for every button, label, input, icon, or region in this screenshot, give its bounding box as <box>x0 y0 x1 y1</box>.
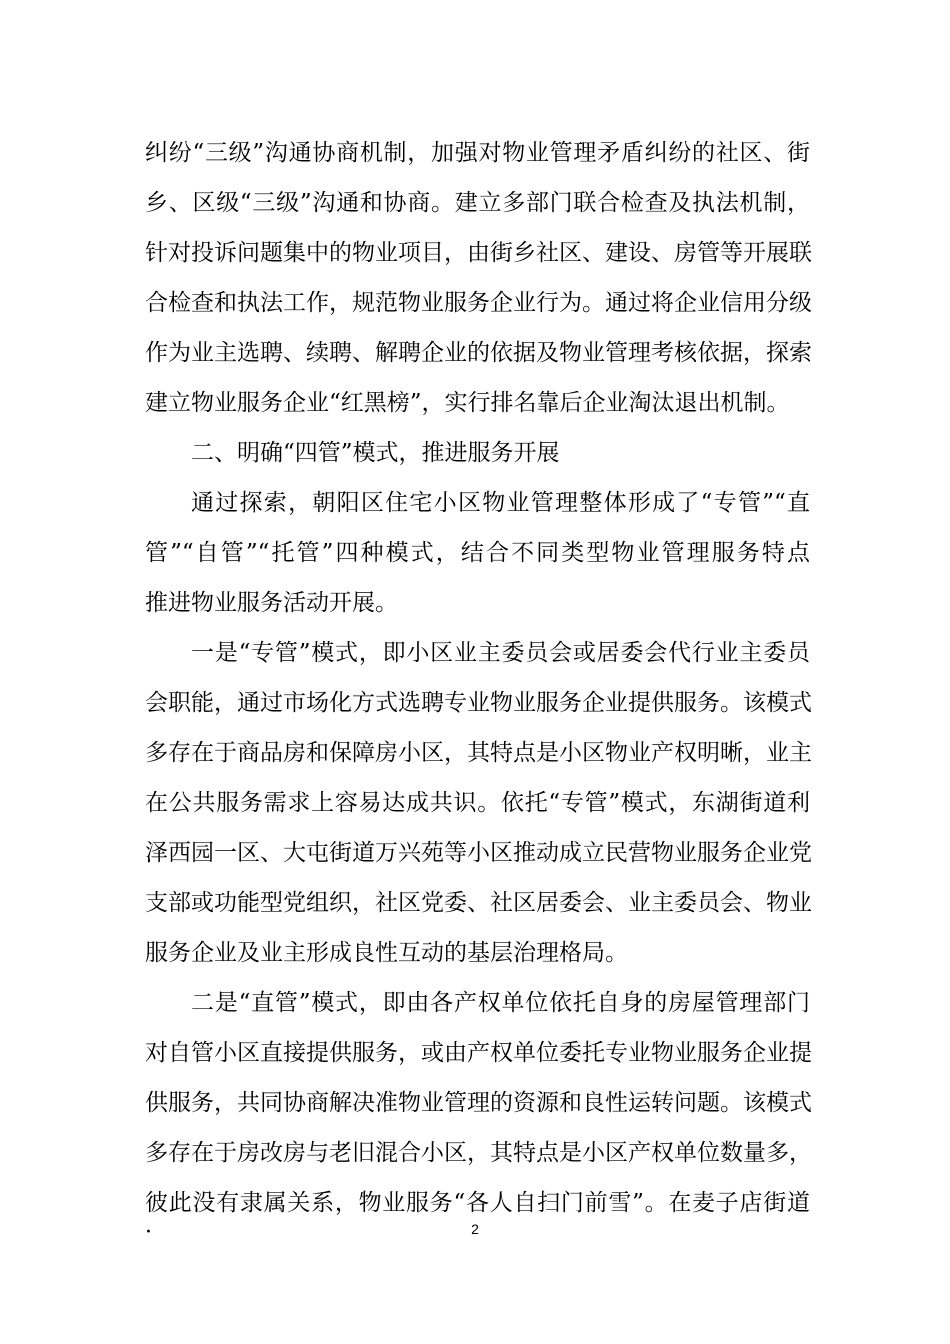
text-line: 泽西园一区、大屯街道万兴苑等小区推动成立民营物业服务企业党 <box>145 840 812 866</box>
document-body <box>145 128 810 1228</box>
text-line: 对自管小区直接提供服务，或由产权单位委托专业物业服务企业提 <box>145 1040 812 1066</box>
text-line: 多存在于商品房和保障房小区，其特点是小区物业产权明晰，业主 <box>145 740 812 766</box>
text-line: 纠纷“三级”沟通协商机制，加强对物业管理矛盾纠纷的社区、街 <box>145 140 810 166</box>
text-line: 管”“自管”“托管”四种模式，结合不同类型物业管理服务特点 <box>145 540 810 566</box>
text-line: 彼此没有隶属关系，物业服务“各人自扫门前雪”。在麦子店街道 <box>145 1190 810 1216</box>
page-number: 2 <box>471 1221 479 1237</box>
text-line: 二、明确“四管”模式，推进服务开展 <box>191 440 560 466</box>
text-line: 一是“专管”模式，即小区业主委员会或居委会代行业主委员 <box>191 640 810 666</box>
text-line: 推进物业服务活动开展。 <box>145 590 398 616</box>
text-line: 支部或功能型党组织，社区党委、社区居委会、业主委员会、物业 <box>145 890 812 916</box>
text-line: 二是“直管”模式，即由各产权单位依托自身的房屋管理部门 <box>191 990 810 1016</box>
text-line: 乡、区级“三级”沟通和协商。建立多部门联合检查及执法机制， <box>145 190 810 216</box>
text-line: 多存在于房改房与老旧混合小区，其特点是小区产权单位数量多， <box>145 1140 812 1166</box>
text-line: 在公共服务需求上容易达成共识。依托“专管”模式，东湖街道利 <box>145 790 810 816</box>
text-line: 会职能，通过市场化方式选聘专业物业服务企业提供服务。该模式 <box>145 690 812 716</box>
text-line: 针对投诉问题集中的物业项目，由街乡社区、建设、房管等开展联 <box>145 240 812 266</box>
text-line: 供服务，共同协商解决准物业管理的资源和良性运转问题。该模式 <box>145 1090 812 1116</box>
footer-dot: · <box>145 1220 152 1245</box>
text-line: 合检查和执法工作，规范物业服务企业行为。通过将企业信用分级 <box>145 290 812 316</box>
text-line: 建立物业服务企业“红黑榜”，实行排名靠后企业淘汰退出机制。 <box>145 390 790 416</box>
text-line: 服务企业及业主形成良性互动的基层治理格局。 <box>145 940 628 966</box>
text-line: 通过探索，朝阳区住宅小区物业管理整体形成了“专管”“直 <box>191 490 810 516</box>
text-line: 作为业主选聘、续聘、解聘企业的依据及物业管理考核依据，探索 <box>145 340 812 366</box>
